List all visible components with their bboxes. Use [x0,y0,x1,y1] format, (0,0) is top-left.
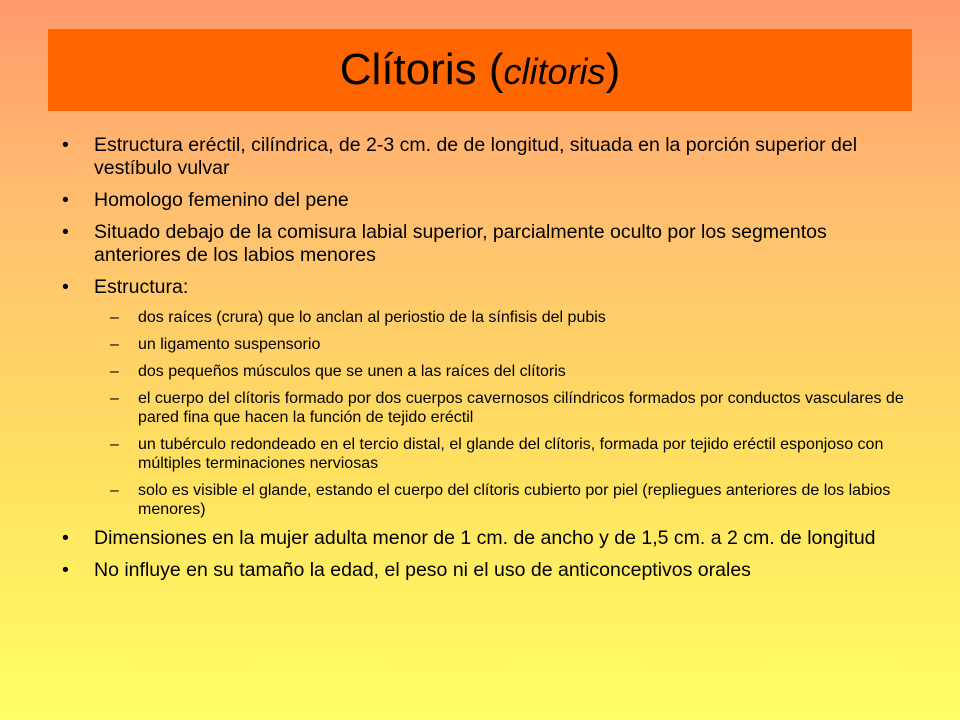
title-close: ) [605,45,621,94]
bullet-mark: • [62,189,69,211]
bullet-item [62,276,912,299]
sub-bullet-item [62,435,912,473]
bullet-item [62,559,912,582]
slide-content [62,134,912,591]
bullet-mark: • [62,276,69,298]
dash-mark: – [110,482,119,499]
bullet-item [62,221,912,267]
dash-mark: – [110,309,119,326]
sub-bullet-item [62,481,912,519]
title-main: Clítoris ( [339,45,504,94]
sub-bullet-item [62,362,912,381]
title-bar [48,29,912,111]
sub-bullet-text: un tubérculo redondeado en el tercio distal, el glande del clítoris, formada por tejido eréctil esponjoso con múltiples terminaciones nerviosas [138,436,884,472]
sub-bullet-item [62,308,912,327]
bullet-text: Estructura eréctil, cilíndrica, de 2-3 cm. de de longitud, situada en la porción superior del vestíbulo vulvar [94,134,858,179]
dash-mark: – [110,436,119,453]
bullet-text: Situado debajo de la comisura labial superior, parcialmente oculto por los segmentos anteriores de los labios menores [94,221,827,266]
bullet-item [62,189,912,212]
bullet-mark: • [62,559,69,581]
sub-bullet-text: dos raíces (crura) que lo anclan al periostio de la sínfisis del pubis [138,309,606,326]
bullet-mark: • [62,221,69,243]
sub-bullet-item [62,389,912,427]
bullet-mark: • [62,134,69,156]
dash-mark: – [110,390,119,407]
sub-bullet-text: un ligamento suspensorio [138,336,321,353]
bullet-item [62,527,912,550]
bullet-text: Estructura: [94,276,189,298]
bullet-mark: • [62,527,69,549]
sub-bullet-item [62,335,912,354]
bullet-text: Homologo femenino del pene [94,189,349,211]
bullet-text: Dimensiones en la mujer adulta menor de 1 cm. de ancho y de 1,5 cm. a 2 cm. de longitud [94,527,876,549]
bullet-text: No influye en su tamaño la edad, el peso ni el uso de anticonceptivos orales [94,559,751,581]
sub-bullet-text: dos pequeños músculos que se unen a las raíces del clítoris [138,363,566,380]
title-italic: clitoris [503,51,606,92]
sub-bullet-text: el cuerpo del clítoris formado por dos cuerpos cavernosos cilíndricos formados por conductos vasculares de pared fina que hacen la función de tejido eréctil [138,390,904,426]
sub-bullet-list [62,308,912,519]
slide-title [339,45,621,94]
sub-bullet-text: solo es visible el glande, estando el cuerpo del clítoris cubierto por piel (repliegues anteriores de los labios menores) [138,482,891,518]
bullet-item [62,134,912,180]
dash-mark: – [110,363,119,380]
dash-mark: – [110,336,119,353]
